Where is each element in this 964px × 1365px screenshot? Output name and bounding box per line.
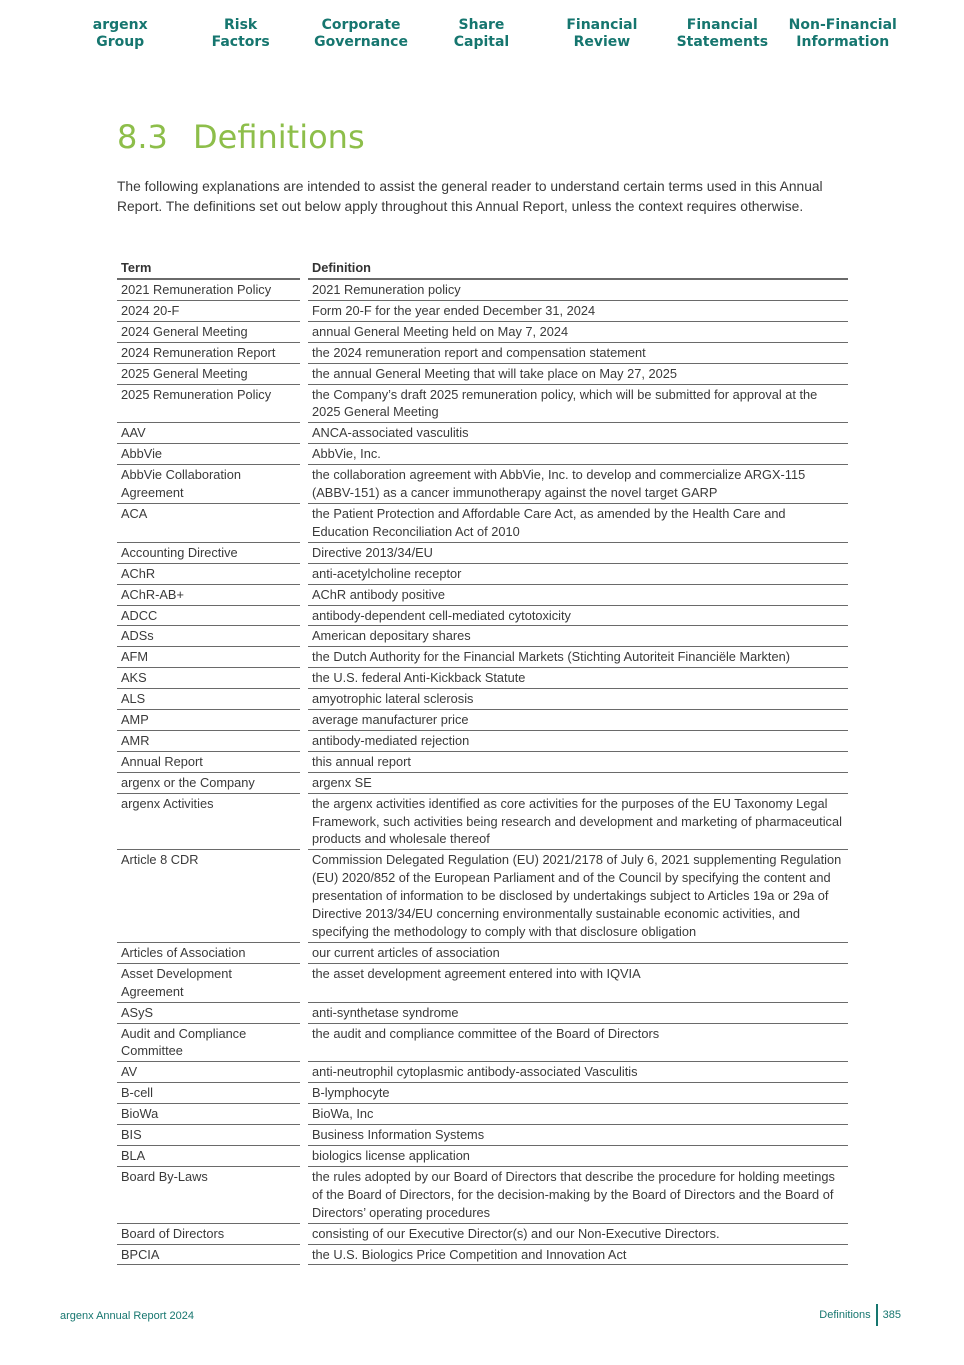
page-title	[117, 118, 365, 156]
section-number: 8.3	[117, 118, 168, 156]
term-cell: Annual Report	[117, 752, 300, 773]
definition-cell: the Company’s draft 2025 remuneration policy, which will be submitted for approval at the 2025 General Meeting	[308, 385, 848, 424]
nav-item-line2: Governance	[314, 34, 408, 50]
nav-item-line2: Capital	[453, 34, 510, 50]
table-row	[117, 1104, 848, 1125]
footer-report-title: argenx Annual Report 2024	[60, 1310, 194, 1322]
nav-item-line2: Group	[96, 34, 145, 50]
term-cell: AbbVie	[117, 444, 300, 465]
definition-cell: Commission Delegated Regulation (EU) 2021/2178 of July 6, 2021 supplementing Regulation (EU) 2020/852 of the European Parliament and of the Council by specifying the content and presentation of information to be disclosed by undertakings subject to Articles 19a or 29a of Directive 2013/34/EU concerning environmentally sustainable economic activities, and specifying the methodology to comply with that disclosure obligation	[308, 850, 848, 943]
table-row	[117, 1125, 848, 1146]
term-cell: AFM	[117, 647, 300, 668]
nav-item-line2: Information	[796, 34, 890, 50]
table-row	[117, 1003, 848, 1024]
term-cell: ACA	[117, 504, 300, 543]
definition-cell: the rules adopted by our Board of Directors that describe the procedure for holding meetings of the Board of Directors, for the decision-making by the Board of Directors and the Board of Directors’ operating procedures	[308, 1167, 848, 1224]
term-cell: AAV	[117, 423, 300, 444]
table-row	[117, 626, 848, 647]
nav-item-line1: Risk	[224, 17, 258, 33]
term-cell: argenx Activities	[117, 794, 300, 851]
term-cell: AbbVie Collaboration Agreement	[117, 465, 300, 504]
table-row	[117, 385, 848, 424]
definition-cell: argenx SE	[308, 773, 848, 794]
term-cell: BIS	[117, 1125, 300, 1146]
definition-cell: anti-synthetase syndrome	[308, 1003, 848, 1024]
table-body	[117, 280, 848, 1265]
nav-argenx-group[interactable]	[60, 17, 180, 57]
term-cell: 2025 General Meeting	[117, 364, 300, 385]
table-row	[117, 343, 848, 364]
term-cell: ASyS	[117, 1003, 300, 1024]
nav-corporate-governance[interactable]	[301, 17, 421, 57]
term-cell: 2025 Remuneration Policy	[117, 385, 300, 424]
header-definition: Definition	[308, 258, 848, 280]
definition-cell: annual General Meeting held on May 7, 2024	[308, 322, 848, 343]
table-row	[117, 423, 848, 444]
definition-cell: the U.S. Biologics Price Competition and Innovation Act	[308, 1245, 848, 1266]
nav-item-line1: Financial	[686, 17, 758, 33]
definitions-table	[117, 258, 848, 1265]
table-row	[117, 444, 848, 465]
footer-page-info	[819, 1304, 901, 1326]
definition-cell: this annual report	[308, 752, 848, 773]
nav-share-capital[interactable]	[421, 17, 541, 57]
table-row	[117, 564, 848, 585]
table-row	[117, 794, 848, 851]
table-row	[117, 364, 848, 385]
nav-financial-statements[interactable]	[662, 17, 782, 57]
page-number: 385	[882, 1309, 901, 1321]
term-cell: 2024 General Meeting	[117, 322, 300, 343]
definition-cell: the asset development agreement entered into with IQVIA	[308, 964, 848, 1003]
definition-cell: AChR antibody positive	[308, 585, 848, 606]
nav-item-line1: argenx	[92, 17, 148, 33]
nav-item-line2: Review	[573, 34, 631, 50]
term-cell: 2024 20-F	[117, 301, 300, 322]
table-row	[117, 1062, 848, 1083]
definition-cell: AbbVie, Inc.	[308, 444, 848, 465]
nav-item-line2: Factors	[211, 34, 270, 50]
term-cell: ADSs	[117, 626, 300, 647]
definition-cell: our current articles of association	[308, 943, 848, 964]
definition-cell: antibody-dependent cell-mediated cytotoxicity	[308, 606, 848, 627]
definition-cell: anti-neutrophil cytoplasmic antibody-associated Vasculitis	[308, 1062, 848, 1083]
table-row	[117, 280, 848, 301]
nav-item-line1: Corporate	[321, 17, 401, 33]
definition-cell: Directive 2013/34/EU	[308, 543, 848, 564]
nav-item-line1: Non-Financial	[788, 17, 897, 33]
term-cell: 2024 Remuneration Report	[117, 343, 300, 364]
table-row	[117, 710, 848, 731]
definition-cell: the audit and compliance committee of the Board of Directors	[308, 1024, 848, 1063]
term-cell: argenx or the Company	[117, 773, 300, 794]
table-row	[117, 1083, 848, 1104]
definition-cell: the annual General Meeting that will take place on May 27, 2025	[308, 364, 848, 385]
footer-divider	[876, 1304, 878, 1326]
intro-paragraph: The following explanations are intended to assist the general reader to understand certain terms used in this Annual Report. The definitions set out below apply throughout this Annual Report, unless the context requires otherwise.	[117, 179, 823, 214]
definition-cell: biologics license application	[308, 1146, 848, 1167]
table-row	[117, 668, 848, 689]
definition-cell: the collaboration agreement with AbbVie, Inc. to develop and commercialize ARGX-115 (ABBV-151) as a cancer immunotherapy against the novel target GARP	[308, 465, 848, 504]
definition-cell: B-lymphocyte	[308, 1083, 848, 1104]
term-cell: BPCIA	[117, 1245, 300, 1266]
definition-cell: the U.S. federal Anti-Kickback Statute	[308, 668, 848, 689]
nav-non-financial-information[interactable]	[783, 17, 903, 57]
nav-risk-factors[interactable]	[180, 17, 300, 57]
term-cell: Audit and Compliance Committee	[117, 1024, 300, 1063]
definition-cell: average manufacturer price	[308, 710, 848, 731]
term-cell: Asset Development Agreement	[117, 964, 300, 1003]
table-row	[117, 465, 848, 504]
table-header-row	[117, 258, 848, 280]
footer-section-name: Definitions	[819, 1309, 871, 1321]
table-row	[117, 1024, 848, 1063]
term-cell: AKS	[117, 668, 300, 689]
definition-cell: Business Information Systems	[308, 1125, 848, 1146]
table-row	[117, 606, 848, 627]
table-row	[117, 1224, 848, 1245]
term-cell: ALS	[117, 689, 300, 710]
term-cell: BioWa	[117, 1104, 300, 1125]
header-term: Term	[117, 258, 300, 280]
table-row	[117, 585, 848, 606]
definition-cell: 2021 Remuneration policy	[308, 280, 848, 301]
section-title: Definitions	[193, 118, 365, 156]
table-row	[117, 731, 848, 752]
term-cell: AMR	[117, 731, 300, 752]
definition-cell: the Dutch Authority for the Financial Markets (Stichting Autoriteit Financiële Markten)	[308, 647, 848, 668]
definition-cell: consisting of our Executive Director(s) and our Non-Executive Directors.	[308, 1224, 848, 1245]
term-cell: Board of Directors	[117, 1224, 300, 1245]
table-row	[117, 301, 848, 322]
table-row	[117, 543, 848, 564]
term-cell: Article 8 CDR	[117, 850, 300, 943]
term-cell: AMP	[117, 710, 300, 731]
definition-cell: Form 20-F for the year ended December 31, 2024	[308, 301, 848, 322]
table-row	[117, 964, 848, 1003]
table-row	[117, 647, 848, 668]
term-cell: AV	[117, 1062, 300, 1083]
table-row	[117, 850, 848, 943]
table-row	[117, 1245, 848, 1266]
term-cell: Articles of Association	[117, 943, 300, 964]
table-row	[117, 752, 848, 773]
definition-cell: American depositary shares	[308, 626, 848, 647]
table-row	[117, 1167, 848, 1224]
definition-cell: BioWa, Inc	[308, 1104, 848, 1125]
table-row	[117, 943, 848, 964]
definition-cell: antibody-mediated rejection	[308, 731, 848, 752]
definition-cell: anti-acetylcholine receptor	[308, 564, 848, 585]
definition-cell: the argenx activities identified as core activities for the purposes of the EU Taxonomy Legal Framework, such activities being research and development and marketing of pharmaceutical products and wholesale thereof	[308, 794, 848, 851]
term-cell: AChR	[117, 564, 300, 585]
definition-cell: the 2024 remuneration report and compensation statement	[308, 343, 848, 364]
definition-cell: the Patient Protection and Affordable Care Act, as amended by the Health Care and Education Reconciliation Act of 2010	[308, 504, 848, 543]
term-cell: 2021 Remuneration Policy	[117, 280, 300, 301]
term-cell: Accounting Directive	[117, 543, 300, 564]
top-navigation	[60, 17, 903, 57]
term-cell: B-cell	[117, 1083, 300, 1104]
table-row	[117, 689, 848, 710]
table-row	[117, 773, 848, 794]
definition-cell: ANCA-associated vasculitis	[308, 423, 848, 444]
table-row	[117, 504, 848, 543]
nav-item-line2: Statements	[676, 34, 769, 50]
term-cell: Board By-Laws	[117, 1167, 300, 1224]
table-row	[117, 322, 848, 343]
nav-financial-review[interactable]	[542, 17, 662, 57]
term-cell: ADCC	[117, 606, 300, 627]
table-row	[117, 1146, 848, 1167]
nav-item-line1: Financial	[566, 17, 638, 33]
term-cell: AChR-AB+	[117, 585, 300, 606]
definition-cell: amyotrophic lateral sclerosis	[308, 689, 848, 710]
term-cell: BLA	[117, 1146, 300, 1167]
nav-item-line1: Share	[458, 17, 505, 33]
